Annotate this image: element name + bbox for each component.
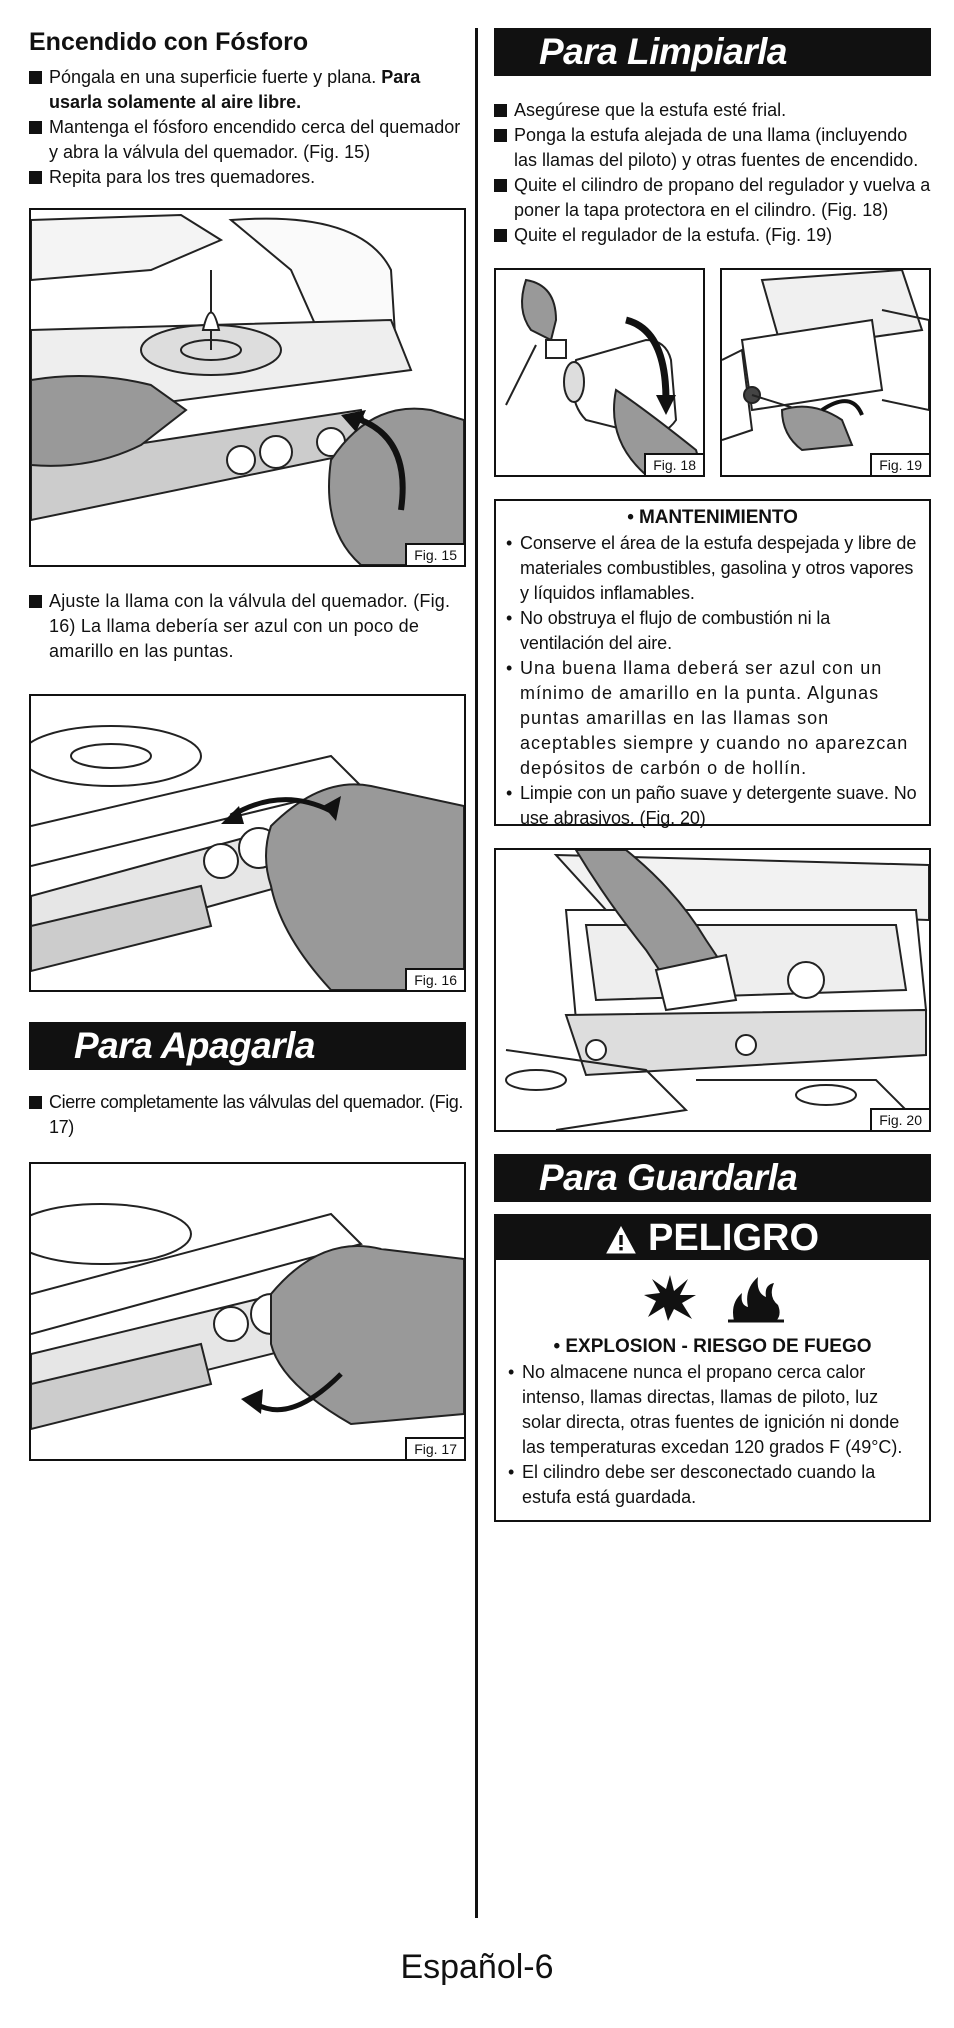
- step-item: Quite el cilindro de propano del regulador y vuelva a poner la tapa protectora en el cilindro. (Fig. 18): [494, 173, 931, 223]
- danger-item: • No almacene nunca el propano cerca calor intenso, llamas directas, llamas de piloto, luz solar directa, otras fuentes de ignición ni donde las temperaturas excedan 120 grados F (49°C).: [508, 1360, 917, 1460]
- bullet-square-icon: [29, 595, 42, 608]
- danger-item: • El cilindro debe ser desconectado cuando la estufa está guardada.: [508, 1460, 917, 1510]
- bullet-square-icon: [494, 129, 507, 142]
- step-item: Ajuste la llama con la válvula del quemador. (Fig. 16) La llama debería ser azul con un poco de amarillo en las puntas.: [29, 589, 466, 664]
- bullet-square-icon: [29, 171, 42, 184]
- stove-lighting-illustration: [31, 210, 464, 565]
- figure-18: [494, 268, 705, 477]
- bullet-square-icon: [494, 229, 507, 242]
- step-item: Póngala en una superficie fuerte y plana. Para usarla solamente al aire libre.: [29, 65, 466, 115]
- figure-label: Fig. 19: [870, 453, 929, 475]
- figure-row: [494, 268, 931, 477]
- figure-label: Fig. 17: [405, 1437, 464, 1459]
- figure-20: [494, 848, 931, 1132]
- section-banner-storage: Para Guardarla: [494, 1154, 931, 1202]
- step-item: Repita para los tres quemadores.: [29, 165, 466, 190]
- fire-icon: [728, 1273, 784, 1323]
- bullet-square-icon: [29, 1096, 42, 1109]
- figure-label: Fig. 18: [644, 453, 703, 475]
- figure-label: Fig. 15: [405, 543, 464, 565]
- right-column: [494, 28, 931, 1522]
- stove-cleaning-illustration: [496, 850, 929, 1130]
- figure-label: Fig. 20: [870, 1108, 929, 1130]
- cleaning-steps: [494, 98, 931, 248]
- maintenance-item: • No obstruya el flujo de combustión ni la ventilación del aire.: [506, 606, 919, 656]
- maintenance-item: • Una buena llama deberá ser azul con un mínimo de amarillo en la punta. Algunas puntas amarillas en las llamas son aceptables siempre y cuando no aparezcan depósitos de carbón o de hollín.: [506, 656, 919, 781]
- bullet-square-icon: [494, 104, 507, 117]
- danger-subtitle: • EXPLOSION - RIESGO DE FUEGO: [553, 1336, 872, 1357]
- hazard-icons: [508, 1268, 917, 1328]
- burner-valve-adjust-illustration: [31, 696, 464, 990]
- danger-header: [496, 1216, 929, 1260]
- step-item: Quite el regulador de la estufa. (Fig. 19): [494, 223, 931, 248]
- page-footer: Español-6: [400, 1948, 554, 1986]
- maintenance-title: • MANTENIMIENTO: [627, 507, 798, 528]
- warning-triangle-icon: [606, 1226, 636, 1254]
- section-banner-cleaning: Para Limpiarla: [494, 28, 931, 76]
- figure-15: [29, 208, 466, 567]
- step-item: Mantenga el fósforo encendido cerca del quemador y abra la válvula del quemador. (Fig. 15): [29, 115, 466, 165]
- section-banner-turn-off: Para Apagarla: [29, 1022, 466, 1070]
- left-column: [29, 28, 466, 1461]
- step-item: Asegúrese que la estufa esté frial.: [494, 98, 931, 123]
- section-title-match-lighting: Encendido con Fósforo: [29, 28, 309, 56]
- cylinder-removal-illustration: [496, 270, 703, 475]
- figure-label: Fig. 16: [405, 968, 464, 990]
- danger-title: PELIGRO: [647, 1217, 820, 1259]
- figure-17: [29, 1162, 466, 1461]
- regulator-removal-illustration: [722, 270, 929, 475]
- maintenance-item: • Limpie con un paño suave y detergente suave. No use abrasivos. (Fig. 20): [506, 781, 919, 831]
- figure-16: [29, 694, 466, 992]
- column-divider: [475, 28, 478, 1918]
- explosion-icon: [642, 1273, 698, 1323]
- bullet-square-icon: [29, 121, 42, 134]
- step-item: Ponga la estufa alejada de una llama (incluyendo las llamas del piloto) y otras fuentes de encendido.: [494, 123, 931, 173]
- danger-box: [494, 1214, 931, 1522]
- maintenance-item: • Conserve el área de la estufa despejada y libre de materiales combustibles, gasolina y otros vapores y líquidos inflamables.: [506, 531, 919, 606]
- step-item: Cierre completamente las válvulas del quemador. (Fig. 17): [29, 1090, 466, 1140]
- burner-valve-close-illustration: [31, 1164, 464, 1459]
- figure-19: [720, 268, 931, 477]
- bullet-square-icon: [494, 179, 507, 192]
- bullet-square-icon: [29, 71, 42, 84]
- maintenance-box: [494, 499, 931, 826]
